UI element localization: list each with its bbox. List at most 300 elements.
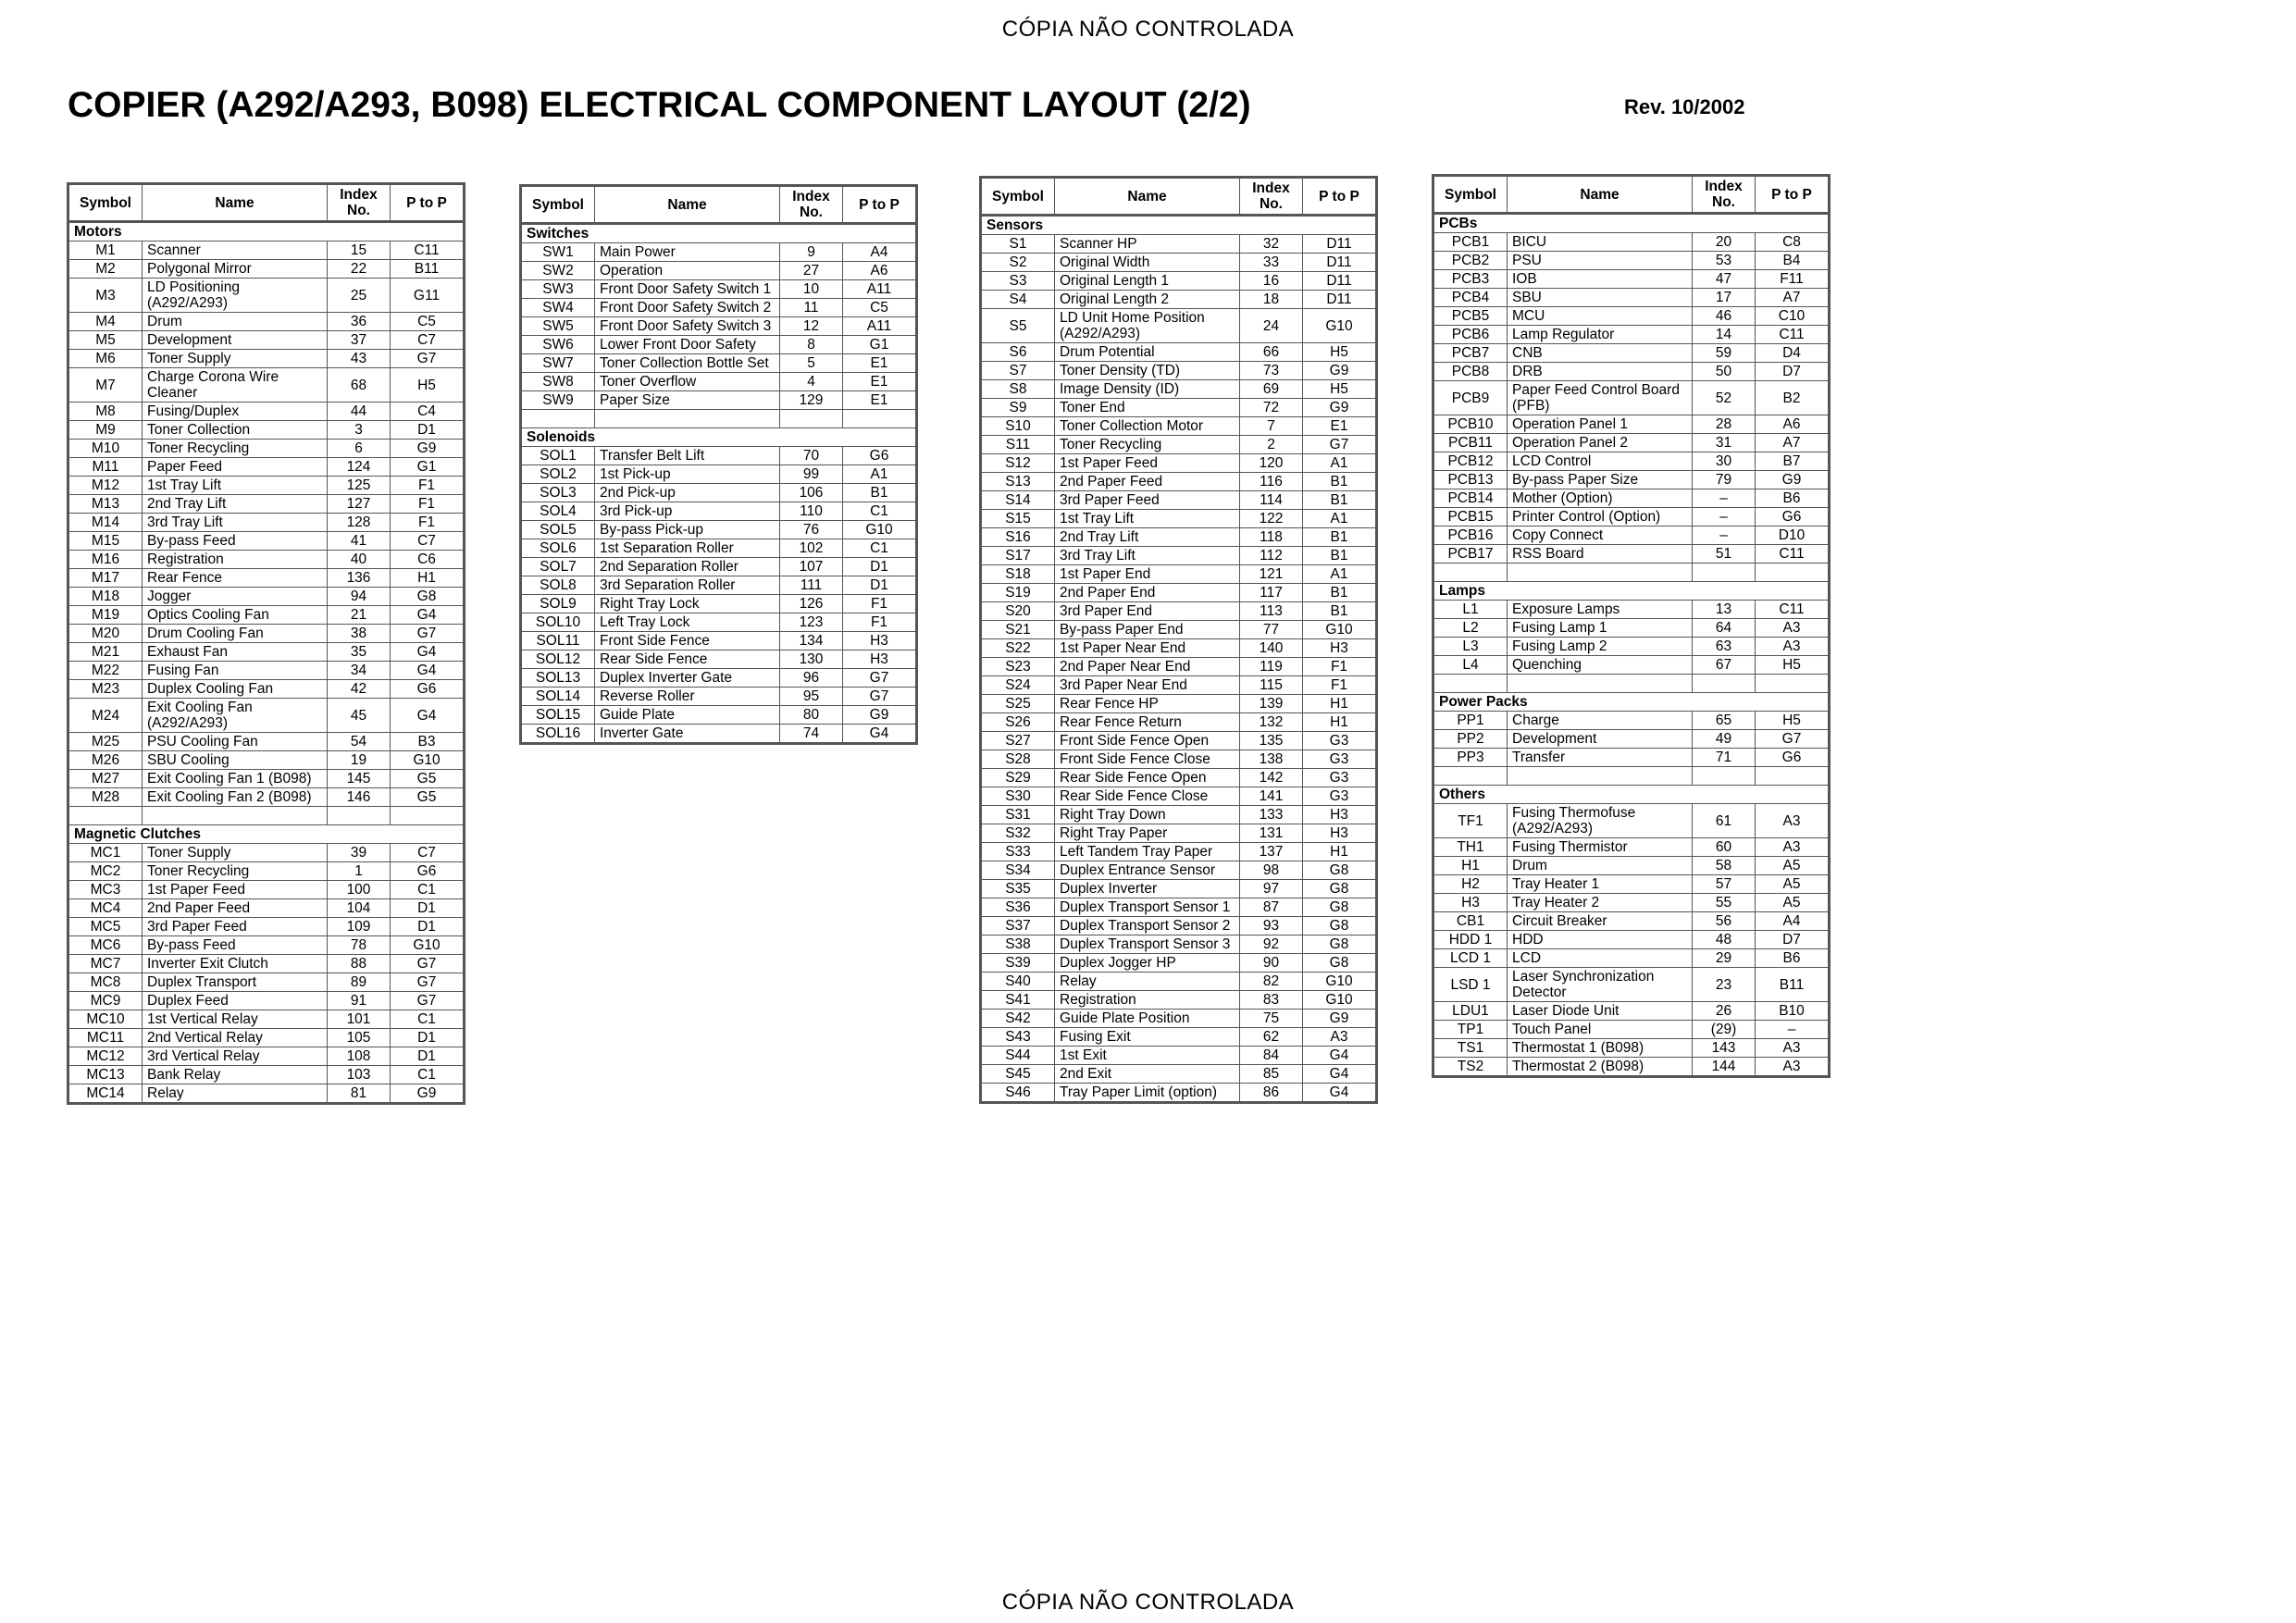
- cell-name: 2nd Paper Feed: [1055, 473, 1240, 491]
- cell-symbol: TF1: [1433, 804, 1508, 838]
- table-row: [981, 436, 1377, 454]
- cell-symbol: L1: [1433, 601, 1508, 619]
- cell-name: 1st Paper Near End: [1055, 639, 1240, 658]
- cell-p-to-p: A5: [1756, 894, 1830, 912]
- cell-p-to-p: F1: [843, 613, 917, 632]
- cell-index: –: [1693, 508, 1756, 527]
- cell-p-to-p: A1: [1303, 565, 1377, 584]
- cell-name: Mother (Option): [1508, 489, 1693, 508]
- cell-index: 33: [1240, 254, 1303, 272]
- table-row: [981, 1084, 1377, 1103]
- header-row: [68, 184, 465, 222]
- table-row: [68, 1029, 465, 1047]
- cell-name: 2nd Tray Lift: [1055, 528, 1240, 547]
- table-row: [521, 336, 917, 354]
- cell-name: Registration: [1055, 991, 1240, 1010]
- cell-symbol: S45: [981, 1065, 1055, 1084]
- cell-name: 3rd Paper Feed: [1055, 491, 1240, 510]
- cell-symbol: PCB14: [1433, 489, 1508, 508]
- cell-p-to-p: [1756, 564, 1830, 582]
- cell-p-to-p: A5: [1756, 875, 1830, 894]
- cell-index: 99: [780, 465, 843, 484]
- section-title-row: [981, 216, 1377, 235]
- cell-index: 140: [1240, 639, 1303, 658]
- cell-p-to-p: B1: [1303, 602, 1377, 621]
- cell-index: 134: [780, 632, 843, 650]
- cell-index: 76: [780, 521, 843, 539]
- cell-index: 86: [1240, 1084, 1303, 1103]
- table-row: [68, 862, 465, 881]
- cell-name: Drum Cooling Fan: [143, 625, 328, 643]
- cell-p-to-p: G4: [391, 606, 465, 625]
- cell-name: Reverse Roller: [595, 688, 780, 706]
- cell-name: 1st Paper Feed: [1055, 454, 1240, 473]
- header-index: Index No.: [1693, 176, 1756, 214]
- cell-symbol: H3: [1433, 894, 1508, 912]
- cell-index: 40: [328, 551, 391, 569]
- cell-p-to-p: G8: [1303, 917, 1377, 935]
- section-title-row: [521, 428, 917, 447]
- table-row: [521, 465, 917, 484]
- cell-symbol: L4: [1433, 656, 1508, 675]
- cell-symbol: S34: [981, 861, 1055, 880]
- cell-p-to-p: G7: [843, 688, 917, 706]
- table-row: [521, 539, 917, 558]
- cell-name: Relay: [143, 1084, 328, 1104]
- watermark-bottom: CÓPIA NÃO CONTROLADA: [1001, 1590, 1295, 1615]
- cell-index: 8: [780, 336, 843, 354]
- cell-index: 68: [328, 368, 391, 403]
- cell-name: Fusing/Duplex: [143, 403, 328, 421]
- cell-symbol: S46: [981, 1084, 1055, 1103]
- table-row: [68, 495, 465, 514]
- cell-symbol: S41: [981, 991, 1055, 1010]
- cell-p-to-p: B10: [1756, 1002, 1830, 1021]
- cell-index: 48: [1693, 931, 1756, 949]
- table-row: [68, 751, 465, 770]
- cell-symbol: SOL1: [521, 447, 595, 465]
- cell-p-to-p: D1: [843, 558, 917, 576]
- cell-p-to-p: G4: [843, 725, 917, 744]
- cell-p-to-p: G9: [1303, 362, 1377, 380]
- cell-p-to-p: A3: [1756, 804, 1830, 838]
- cell-name: Right Tray Lock: [595, 595, 780, 613]
- header-index: Index No.: [780, 186, 843, 224]
- cell-index: 118: [1240, 528, 1303, 547]
- cell-name: Toner Collection: [143, 421, 328, 440]
- cell-index: 64: [1693, 619, 1756, 638]
- cell-symbol: S26: [981, 713, 1055, 732]
- table-row: [521, 725, 917, 744]
- cell-symbol: S5: [981, 309, 1055, 343]
- cell-symbol: M5: [68, 331, 143, 350]
- cell-index: 23: [1693, 968, 1756, 1002]
- header-row: [521, 186, 917, 224]
- table-row: [68, 733, 465, 751]
- cell-name: By-pass Feed: [143, 936, 328, 955]
- table-row: [68, 680, 465, 699]
- cell-name: Exit Cooling Fan 2 (B098): [143, 788, 328, 807]
- cell-p-to-p: G4: [391, 699, 465, 733]
- cell-symbol: SW3: [521, 280, 595, 299]
- cell-name: Duplex Jogger HP: [1055, 954, 1240, 973]
- cell-index: 25: [328, 279, 391, 313]
- cell-p-to-p: C1: [391, 1066, 465, 1084]
- cell-name: Right Tray Down: [1055, 806, 1240, 824]
- revision-label: Rev. 10/2002: [1624, 95, 1745, 118]
- cell-symbol: [1433, 675, 1508, 693]
- cell-index: 130: [780, 650, 843, 669]
- cell-index: 80: [780, 706, 843, 725]
- cell-p-to-p: D11: [1303, 254, 1377, 272]
- cell-name: Toner Supply: [143, 844, 328, 862]
- table-row: [981, 454, 1377, 473]
- cell-name: Paper Size: [595, 391, 780, 410]
- cell-index: 141: [1240, 787, 1303, 806]
- cell-symbol: S19: [981, 584, 1055, 602]
- cell-name: 2nd Exit: [1055, 1065, 1240, 1084]
- cell-p-to-p: A1: [1303, 510, 1377, 528]
- table-row: [521, 558, 917, 576]
- table-row: [521, 521, 917, 539]
- header-p-to-p: P to P: [843, 186, 917, 224]
- table-row: [1433, 527, 1830, 545]
- table-row: [521, 688, 917, 706]
- cell-index: 24: [1240, 309, 1303, 343]
- cell-name: Relay: [1055, 973, 1240, 991]
- cell-index: 126: [780, 595, 843, 613]
- table-row: [521, 243, 917, 262]
- table-row: [68, 279, 465, 313]
- table-row: [68, 955, 465, 973]
- cell-name: Fusing Thermistor: [1508, 838, 1693, 857]
- cell-index: 89: [328, 973, 391, 992]
- cell-index: 39: [328, 844, 391, 862]
- section-title-row: [68, 825, 465, 844]
- cell-index: 65: [1693, 712, 1756, 730]
- table-row: [1433, 749, 1830, 767]
- cell-symbol: PCB7: [1433, 344, 1508, 363]
- header-p-to-p: P to P: [1303, 178, 1377, 216]
- cell-name: MCU: [1508, 307, 1693, 326]
- cell-p-to-p: D1: [843, 576, 917, 595]
- cell-name: RSS Board: [1508, 545, 1693, 564]
- cell-p-to-p: B11: [1756, 968, 1830, 1002]
- cell-symbol: HDD 1: [1433, 931, 1508, 949]
- cell-symbol: PCB5: [1433, 307, 1508, 326]
- cell-index: (29): [1693, 1021, 1756, 1039]
- table-row: [1433, 656, 1830, 675]
- cell-symbol: M22: [68, 662, 143, 680]
- cell-name: Toner Density (TD): [1055, 362, 1240, 380]
- cell-symbol: M7: [68, 368, 143, 403]
- cell-name: 1st Exit: [1055, 1047, 1240, 1065]
- cell-index: 104: [328, 899, 391, 918]
- cell-index: 101: [328, 1010, 391, 1029]
- table-row: [981, 254, 1377, 272]
- table-row: [981, 235, 1377, 254]
- cell-symbol: SW1: [521, 243, 595, 262]
- cell-symbol: MC12: [68, 1047, 143, 1066]
- cell-name: Quenching: [1508, 656, 1693, 675]
- cell-index: 146: [328, 788, 391, 807]
- table-row: [981, 732, 1377, 750]
- cell-index: 70: [780, 447, 843, 465]
- cell-p-to-p: B11: [391, 260, 465, 279]
- cell-name: Lamp Regulator: [1508, 326, 1693, 344]
- cell-p-to-p: G8: [1303, 898, 1377, 917]
- cell-p-to-p: C1: [391, 1010, 465, 1029]
- table-row: [981, 713, 1377, 732]
- cell-p-to-p: B1: [1303, 491, 1377, 510]
- cell-symbol: PCB17: [1433, 545, 1508, 564]
- cell-name: 2nd Tray Lift: [143, 495, 328, 514]
- cell-symbol: SOL12: [521, 650, 595, 669]
- table-row: [1433, 471, 1830, 489]
- cell-symbol: M19: [68, 606, 143, 625]
- cell-p-to-p: G7: [1303, 436, 1377, 454]
- cell-p-to-p: C7: [391, 331, 465, 350]
- cell-symbol: [1433, 767, 1508, 786]
- cell-p-to-p: H5: [1303, 343, 1377, 362]
- cell-p-to-p: F1: [391, 495, 465, 514]
- cell-symbol: PCB16: [1433, 527, 1508, 545]
- cell-p-to-p: G4: [391, 662, 465, 680]
- cell-index: 84: [1240, 1047, 1303, 1065]
- cell-name: Inverter Exit Clutch: [143, 955, 328, 973]
- table-row: [68, 1084, 465, 1104]
- cell-symbol: S21: [981, 621, 1055, 639]
- cell-index: 17: [1693, 289, 1756, 307]
- table-row: [1433, 307, 1830, 326]
- cell-symbol: S28: [981, 750, 1055, 769]
- cell-symbol: SW4: [521, 299, 595, 317]
- table-row: [521, 299, 917, 317]
- cell-index: 3: [328, 421, 391, 440]
- cell-name: SBU: [1508, 289, 1693, 307]
- cell-p-to-p: B1: [843, 484, 917, 502]
- cell-symbol: S2: [981, 254, 1055, 272]
- cell-p-to-p: G7: [391, 973, 465, 992]
- cell-index: 62: [1240, 1028, 1303, 1047]
- table-row: [1433, 638, 1830, 656]
- cell-name: Front Side Fence: [595, 632, 780, 650]
- cell-symbol: S20: [981, 602, 1055, 621]
- cell-p-to-p: C5: [391, 313, 465, 331]
- cell-index: 139: [1240, 695, 1303, 713]
- section-title-row: [1433, 214, 1830, 233]
- cell-index: 97: [1240, 880, 1303, 898]
- table-header: [981, 178, 1377, 216]
- cell-symbol: TP1: [1433, 1021, 1508, 1039]
- cell-symbol: S14: [981, 491, 1055, 510]
- cell-p-to-p: A7: [1756, 434, 1830, 452]
- cell-symbol: PCB13: [1433, 471, 1508, 489]
- table-row: [981, 473, 1377, 491]
- cell-symbol: S37: [981, 917, 1055, 935]
- cell-p-to-p: G9: [1303, 399, 1377, 417]
- table-row: [1433, 894, 1830, 912]
- cell-name: Laser Diode Unit: [1508, 1002, 1693, 1021]
- cell-symbol: TH1: [1433, 838, 1508, 857]
- cell-p-to-p: G7: [1756, 730, 1830, 749]
- table-row: [68, 699, 465, 733]
- cell-p-to-p: G6: [1756, 508, 1830, 527]
- table-row: [1433, 1002, 1830, 1021]
- table-row: [1433, 857, 1830, 875]
- cell-p-to-p: [391, 807, 465, 825]
- cell-p-to-p: B7: [1756, 452, 1830, 471]
- table-row: [1433, 381, 1830, 415]
- table-row: [521, 632, 917, 650]
- cell-index: 113: [1240, 602, 1303, 621]
- cell-name: LD Unit Home Position (A292/A293): [1055, 309, 1240, 343]
- cell-name: LCD Control: [1508, 452, 1693, 471]
- cell-symbol: MC1: [68, 844, 143, 862]
- cell-name: Guide Plate: [595, 706, 780, 725]
- cell-index: 85: [1240, 1065, 1303, 1084]
- cell-name: Circuit Breaker: [1508, 912, 1693, 931]
- section-title: Power Packs: [1433, 693, 1830, 712]
- cell-p-to-p: C11: [1756, 601, 1830, 619]
- cell-symbol: SOL13: [521, 669, 595, 688]
- cell-name: Scanner: [143, 242, 328, 260]
- cell-p-to-p: [1756, 675, 1830, 693]
- cell-index: 45: [328, 699, 391, 733]
- cell-name: Front Side Fence Open: [1055, 732, 1240, 750]
- header-symbol: Symbol: [68, 184, 143, 222]
- cell-name: Exhaust Fan: [143, 643, 328, 662]
- cell-index: 105: [328, 1029, 391, 1047]
- cell-symbol: S8: [981, 380, 1055, 399]
- cell-index: 95: [780, 688, 843, 706]
- cell-name: Paper Feed Control Board (PFB): [1508, 381, 1693, 415]
- cell-index: 72: [1240, 399, 1303, 417]
- cell-index: 96: [780, 669, 843, 688]
- cell-index: 143: [1693, 1039, 1756, 1058]
- cell-p-to-p: B1: [1303, 584, 1377, 602]
- cell-symbol: SOL9: [521, 595, 595, 613]
- cell-name: Rear Fence Return: [1055, 713, 1240, 732]
- cell-index: 51: [1693, 545, 1756, 564]
- cell-p-to-p: G9: [391, 1084, 465, 1104]
- cell-index: [1693, 767, 1756, 786]
- cell-symbol: M26: [68, 751, 143, 770]
- cell-symbol: S27: [981, 732, 1055, 750]
- cell-index: 92: [1240, 935, 1303, 954]
- cell-symbol: S7: [981, 362, 1055, 380]
- cell-p-to-p: A5: [1756, 857, 1830, 875]
- cell-symbol: S18: [981, 565, 1055, 584]
- cell-name: Image Density (ID): [1055, 380, 1240, 399]
- table-row: [68, 881, 465, 899]
- table-row: [68, 532, 465, 551]
- cell-index: 66: [1240, 343, 1303, 362]
- cell-index: 50: [1693, 363, 1756, 381]
- cell-symbol: PCB12: [1433, 452, 1508, 471]
- cell-index: 20: [1693, 233, 1756, 252]
- cell-symbol: PCB10: [1433, 415, 1508, 434]
- cell-symbol: M28: [68, 788, 143, 807]
- cell-p-to-p: G3: [1303, 769, 1377, 787]
- cell-index: 37: [328, 331, 391, 350]
- table-row: [521, 613, 917, 632]
- cell-p-to-p: A4: [843, 243, 917, 262]
- table-row: [981, 750, 1377, 769]
- cell-index: 9: [780, 243, 843, 262]
- table-row: [981, 343, 1377, 362]
- table-row: [1433, 619, 1830, 638]
- header-index: Index No.: [1240, 178, 1303, 216]
- cell-symbol: M15: [68, 532, 143, 551]
- cell-name: Left Tandem Tray Paper: [1055, 843, 1240, 861]
- cell-name: Transfer Belt Lift: [595, 447, 780, 465]
- cell-index: 21: [328, 606, 391, 625]
- cell-index: 137: [1240, 843, 1303, 861]
- cell-symbol: SOL11: [521, 632, 595, 650]
- cell-name: Toner Recycling: [143, 862, 328, 881]
- cell-index: 16: [1240, 272, 1303, 291]
- cell-index: 119: [1240, 658, 1303, 676]
- cell-p-to-p: A3: [1756, 838, 1830, 857]
- cell-index: 133: [1240, 806, 1303, 824]
- cell-symbol: M23: [68, 680, 143, 699]
- cell-p-to-p: A3: [1756, 619, 1830, 638]
- cell-name: Laser Synchronization Detector: [1508, 968, 1693, 1002]
- cell-name: Exit Cooling Fan 1 (B098): [143, 770, 328, 788]
- cell-name: Front Door Safety Switch 2: [595, 299, 780, 317]
- table-body: [1433, 214, 1830, 1077]
- table-row: [981, 991, 1377, 1010]
- cell-p-to-p: G10: [391, 936, 465, 955]
- cell-index: 29: [1693, 949, 1756, 968]
- cell-name: Toner Collection Motor: [1055, 417, 1240, 436]
- cell-p-to-p: G4: [1303, 1047, 1377, 1065]
- cell-symbol: M4: [68, 313, 143, 331]
- cell-index: 94: [328, 588, 391, 606]
- cell-index: 36: [328, 313, 391, 331]
- cell-index: 114: [1240, 491, 1303, 510]
- cell-index: 128: [328, 514, 391, 532]
- cell-symbol: S13: [981, 473, 1055, 491]
- cell-index: 18: [1240, 291, 1303, 309]
- cell-index: 106: [780, 484, 843, 502]
- cell-name: LD Positioning (A292/A293): [143, 279, 328, 313]
- cell-name: 2nd Vertical Relay: [143, 1029, 328, 1047]
- cell-symbol: S12: [981, 454, 1055, 473]
- cell-index: 135: [1240, 732, 1303, 750]
- cell-name: Toner Recycling: [143, 440, 328, 458]
- cell-index: 7: [1240, 417, 1303, 436]
- cell-name: 3rd Pick-up: [595, 502, 780, 521]
- table-row: [68, 936, 465, 955]
- cell-name: Rear Fence HP: [1055, 695, 1240, 713]
- cell-p-to-p: A3: [1756, 1039, 1830, 1058]
- cell-index: 56: [1693, 912, 1756, 931]
- cell-index: 122: [1240, 510, 1303, 528]
- cell-index: 35: [328, 643, 391, 662]
- cell-symbol: SOL2: [521, 465, 595, 484]
- cell-symbol: [521, 410, 595, 428]
- cell-p-to-p: H3: [1303, 806, 1377, 824]
- cell-index: 116: [1240, 473, 1303, 491]
- cell-symbol: MC10: [68, 1010, 143, 1029]
- cell-p-to-p: G9: [1756, 471, 1830, 489]
- cell-name: 3rd Tray Lift: [143, 514, 328, 532]
- table-row: [68, 606, 465, 625]
- table-row: [68, 260, 465, 279]
- cell-p-to-p: D11: [1303, 272, 1377, 291]
